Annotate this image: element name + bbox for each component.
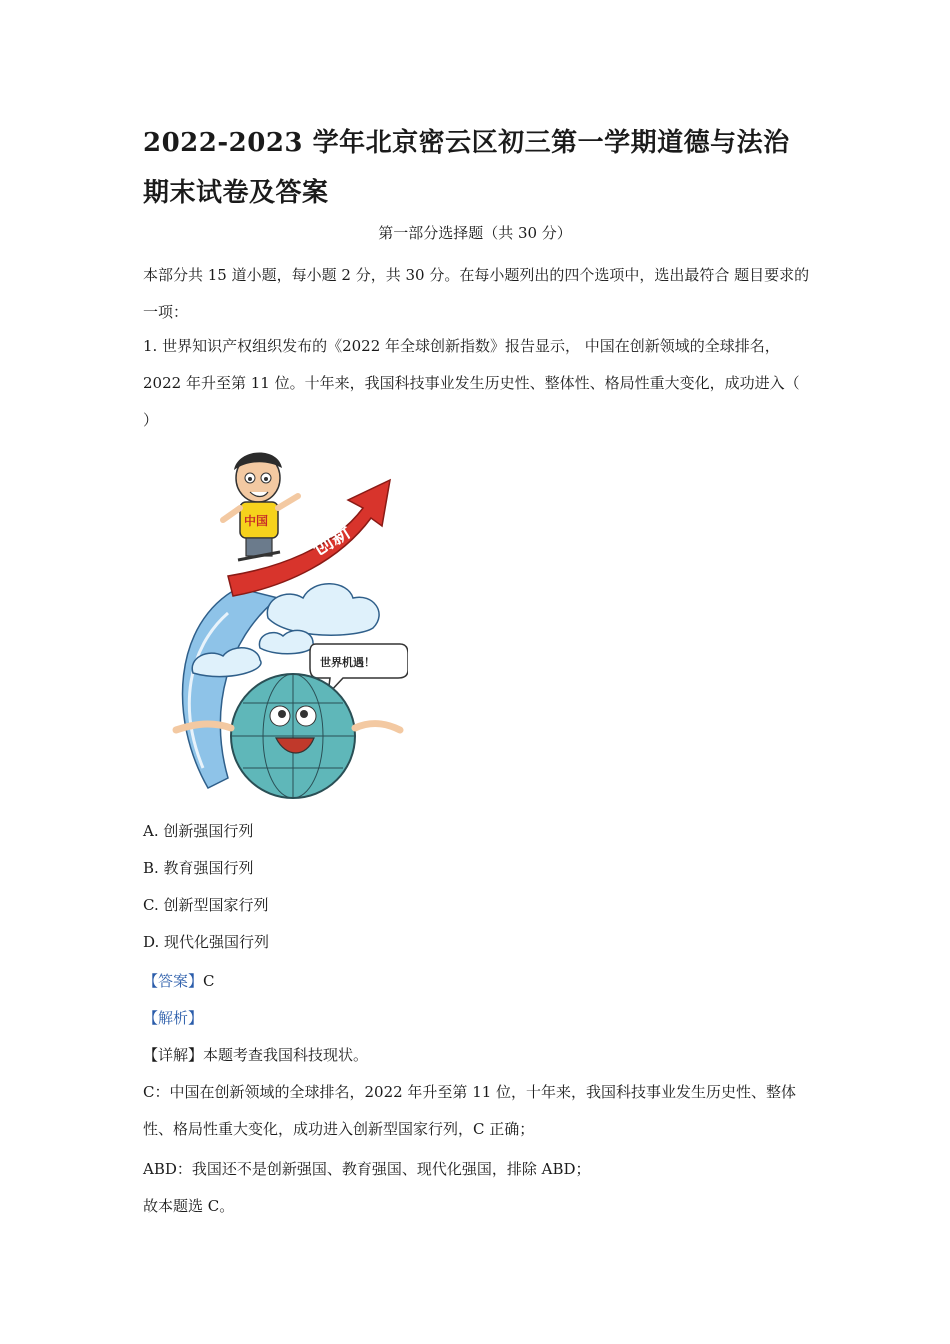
boy-character	[223, 452, 298, 560]
instructions-text: 本部分共 15 道小题，每小题 2 分，共 30 分。在每小题列出的四个选项中，选出最符合 题目要求的一项：	[143, 266, 810, 321]
arrow-label: 创新	[307, 518, 355, 561]
speech-bubble-text: 世界机遇！	[320, 656, 375, 669]
answer-line	[143, 970, 215, 991]
answer-label: 【答案】	[143, 972, 204, 990]
option-a: A. 创新强国行列	[143, 822, 254, 840]
innovation-cartoon-illustration	[168, 448, 408, 804]
analysis-label: 【解析】	[143, 1009, 204, 1027]
conclusion-text: 故本题选 C。	[143, 1197, 235, 1215]
document-title: 2022-2023 学年北京密云区初三第一学期道德与法治期末试卷及答案	[143, 128, 790, 208]
option-b: B. 教育强国行列	[143, 859, 254, 877]
section-heading: 第一部分选择题（共 30 分）	[378, 224, 572, 242]
explanation-abd: ABD：我国还不是创新强国、教育强国、现代化强国，排除 ABD；	[143, 1160, 591, 1178]
question-1-stem: 1. 世界知识产权组织发布的《2022 年全球创新指数》报告显示， 中国在创新领域的全球排名，2022 年升至第 11 位。十年来，我国科技事业发生历史性、整体性、格局性重大变化，成功进入（ ）	[143, 337, 800, 429]
detail-text: 【详解】本题考查我国科技现状。	[143, 1046, 369, 1064]
explanation-c: C：中国在创新领域的全球排名，2022 年升至第 11 位，十年来，我国科技事业发生历史性、整体性、格局性重大变化，成功进入创新型国家行列，C 正确；	[143, 1083, 797, 1138]
answer-value: C	[203, 972, 215, 990]
shirt-label: 中国	[244, 514, 269, 528]
option-c: C. 创新型国家行列	[143, 896, 269, 914]
option-d: D. 现代化强国行列	[143, 933, 270, 951]
